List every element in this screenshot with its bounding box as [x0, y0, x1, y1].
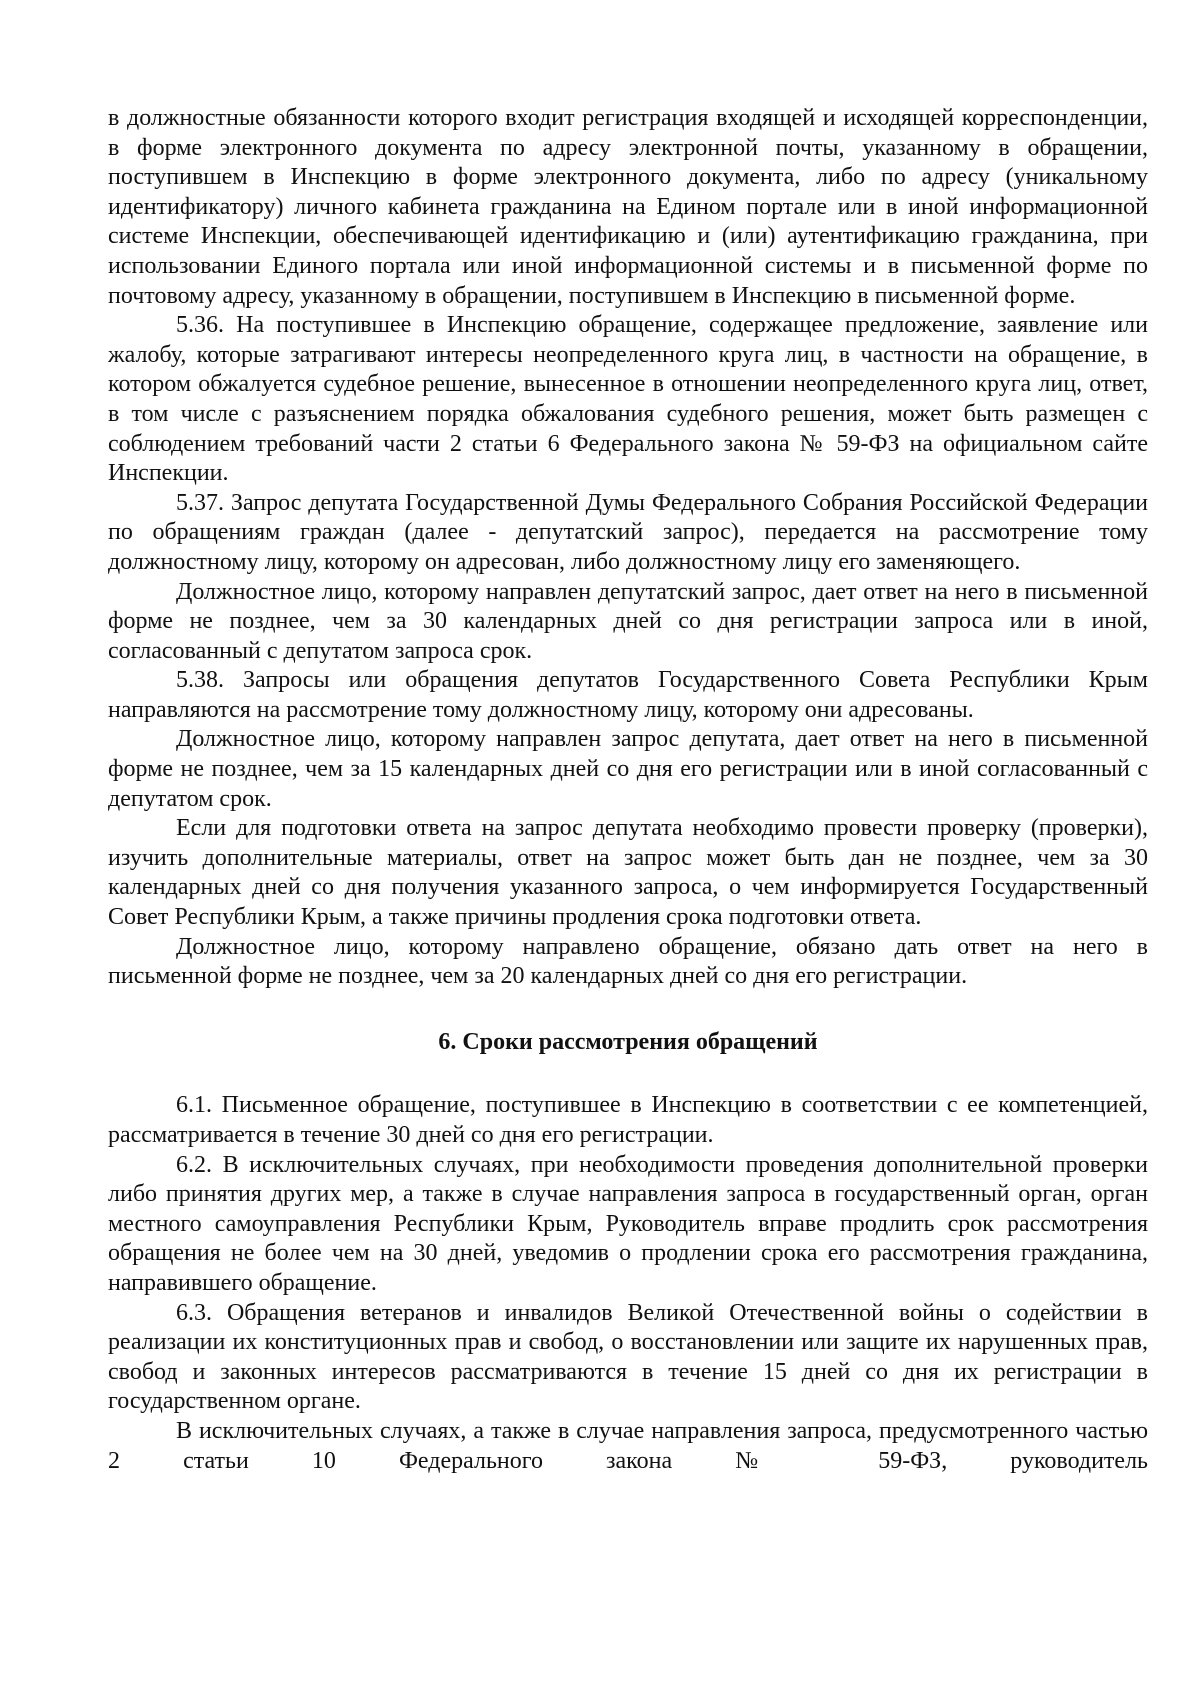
paragraph-5-37-answer: Должностное лицо, которому направлен депутатский запрос, дает ответ на него в письменной форме не позднее, чем за 30 календарных дней со дня регистрации запроса или в иной, согласованный с депутатом запроса срок. [108, 578, 1148, 664]
paragraph-5-38-obligation: Должностное лицо, которому направлено обращение, обязано дать ответ на него в письменной форме не позднее, чем за 20 календарных дней со дня его регистрации. [108, 933, 1148, 990]
document-page [108, 104, 1148, 1476]
paragraph-6-3: 6.3. Обращения ветеранов и инвалидов Великой Отечественной войны о содействии в реализации их конституционных прав и свобод, о восстановлении или защите их нарушенных прав, свобод и законных интересов рассматриваются в течение 15 дней со дня их регистрации в государственном органе. [108, 1299, 1148, 1415]
paragraph-5-38-answer: Должностное лицо, которому направлен запрос депутата, дает ответ на него в письменной форме не позднее, чем за 15 календарных дней со дня его регистрации или в иной согласованный с депутатом срок. [108, 726, 1148, 812]
paragraph-5-37: 5.37. Запрос депутата Государственной Думы Федерального Собрания Российской Федерации по обращениям граждан (далее - депутатский запрос), передается на рассмотрение тому должностному лицу, которому он адресован, либо должностному лицу его заменяющего. [108, 489, 1148, 575]
paragraph-continuation: в должностные обязанности которого входит регистрация входящей и исходящей корреспонденции, в форме электронного документа по адресу электронной почты, указанному в обращении, поступившем в Инспекцию в форме электронного документа, либо по адресу (уникальному идентификатору) личного кабинета гражданина на Едином портале или в иной информационной системе Инспекции, обеспечивающей идентификацию и (или) аутентификацию гражданина, при использовании Единого портала или иной информационной системы и в письменной форме по почтовому адресу, указанному в обращении, поступившем в Инспекцию в письменной форме. [108, 105, 1148, 309]
paragraph-6-2: 6.2. В исключительных случаях, при необходимости проведения дополнительной проверки либо принятия других мер, а также в случае направления запроса в государственный орган, орган местного самоуправления Республики Крым, Руководитель вправе продлить срок рассмотрения обращения не более чем на 30 дней, уведомив о продлении срока его рассмотрения гражданина, направившего обращение. [108, 1151, 1148, 1296]
paragraph-5-36: 5.36. На поступившее в Инспекцию обращение, содержащее предложение, заявление или жалобу, которые затрагивают интересы неопределенного круга лиц, в частности на обращение, в котором обжалуется судебное решение, вынесенное в отношении неопределенного круга лиц, ответ, в том числе с разъяснением порядка обжалования судебного решения, может быть размещен с соблюдением требований части 2 статьи 6 Федерального закона № 59-ФЗ на официальном сайте Инспекции. [108, 312, 1148, 487]
paragraph-6-1: 6.1. Письменное обращение, поступившее в Инспекцию в соответствии с ее компетенцией, рассматривается в течение 30 дней со дня его регистрации. [108, 1092, 1148, 1148]
section-heading: 6. Сроки рассмотрения обращений [438, 1028, 818, 1055]
paragraph-5-38: 5.38. Запросы или обращения депутатов Государственного Совета Республики Крым направляются на рассмотрение тому должностному лицу, которому они адресованы. [108, 667, 1148, 723]
paragraph-5-38-extension: Если для подготовки ответа на запрос депутата необходимо провести проверку (проверки), изучить дополнительные материалы, ответ на запрос может быть дан не позднее, чем за 30 календарных дней со дня получения указанного запроса, о чем информируется Государственный Совет Республики Крым, а также причины продления срока подготовки ответа. [108, 815, 1148, 931]
paragraph-6-3-exception: В исключительных случаях, а также в случае направления запроса, предусмотренного частью 2 статьи 10 Федерального закона № 59-ФЗ, руководитель [108, 1417, 1148, 1474]
